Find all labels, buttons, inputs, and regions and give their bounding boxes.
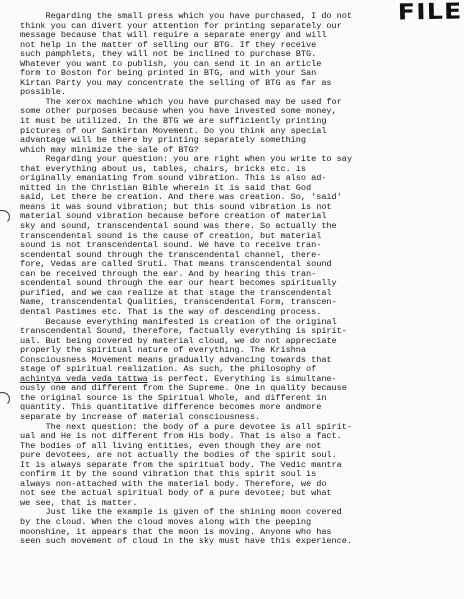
text-line: dental Pastimes etc. That is the way of descending process. xyxy=(20,306,322,317)
text-line: Kirtan Party you may concentrate the selling of BTG as far as xyxy=(20,77,332,88)
text-line: think you can divert your attention for printing separately our xyxy=(20,20,342,31)
text-line: originally emaniating from sound vibration. This is also ad- xyxy=(20,173,327,184)
text-line: the original source is the Spiritual Whole, and different in xyxy=(20,392,327,403)
text-line: fore, Vedas are called Sruti. That means transcendental sound xyxy=(20,259,332,270)
letter-body xyxy=(20,12,452,547)
text-line: scendental sound through the ear our heart becomes spiritually xyxy=(20,278,337,289)
text-line: means it was sound vibration; but this sound vibration is not xyxy=(20,201,332,212)
text-line: not help in the matter of selling our BTG. If they receive xyxy=(20,39,317,50)
text-line: moonshine, it appears that the moon is moving. Anyone who has xyxy=(20,526,332,537)
text-line: that everything about us, tables, chairs, bricks etc. is xyxy=(20,163,306,174)
text-line: it must be utilized. In the BTG we are sufficiently printing xyxy=(20,116,327,127)
text-line: stage of spiritual realization. As such, the philosophy of xyxy=(20,364,317,375)
text-line: by the cloud. When the cloud moves along with the peeping xyxy=(20,516,312,527)
underlined-phrase: achintya veda veda tattwa xyxy=(20,373,148,384)
text-line: transcendental Sound, therefore, factually everything is spirit- xyxy=(20,326,347,337)
file-stamp: FILE xyxy=(397,0,463,26)
text-line: form to Boston for being printed in BTG, and with your San xyxy=(20,68,317,79)
text-line: confirm it by the sound vibration that this spirit soul is xyxy=(20,469,317,480)
text-line: we see, that is matter. xyxy=(20,497,138,508)
text-line: The xerox machine which you have purchased may be used for xyxy=(20,96,342,107)
text-line: seen such movement of cloud in the sky must have this experience. xyxy=(20,536,352,547)
text-line: said, Let there be creation. And there was creation. So, 'said' xyxy=(20,192,342,203)
text-line: not see the actual spiritual body of a pure devotee; but what xyxy=(20,488,332,499)
text-line: message because that will require a separate energy and will xyxy=(20,30,327,41)
punch-hole-mark-icon xyxy=(0,210,10,224)
text-line: ously one and different from the Supreme. One in quality because xyxy=(20,383,347,394)
text-line: ual. But being covered by material cloud, we do not appreciate xyxy=(20,335,337,346)
punch-hole-mark-icon xyxy=(0,392,10,406)
text-line: Whatever you want to publish, you can send it in an article xyxy=(20,58,322,69)
text-line: transcendental sound is the cause of creation, but material xyxy=(20,230,322,241)
text-line: scendental sound through the transcendental channel, there- xyxy=(20,249,322,260)
text-line: sound is not transcendental sound. We have to receive tran- xyxy=(20,240,322,251)
text-line: It is always separate from the spiritual body. The Vedic mantra xyxy=(20,459,342,470)
text-line: can be received through the ear. And by hearing this tran- xyxy=(20,268,317,279)
text-line: some other purposes because when you have invested some money, xyxy=(20,106,337,117)
text-line: possible. xyxy=(20,87,66,98)
text-line: such pamphlets, they will not be inclined to purchase BTG. xyxy=(20,49,317,60)
text-line: achintya veda veda tattwa is perfect. Everything is simultane- xyxy=(20,373,337,384)
text-line: material sound vibration because before creation of material xyxy=(20,211,327,222)
text-line: pure devotees, are not actually the bodies of the spirit soul. xyxy=(20,450,337,461)
text-line: sky and sound, transcendental sound was there. So actually the xyxy=(20,221,337,232)
text-line: always non-attached with the material body. Therefore, we do xyxy=(20,478,327,489)
text-line: pictures of our Sankirtan Movement. Do you think any special xyxy=(20,125,327,136)
text-line: Name, transcendental Qualities, transcendental Form, transcen- xyxy=(20,297,337,308)
text-line: separate by increase of material consciousness. xyxy=(20,411,261,422)
text-line: Consciousness Movement means gradually advancing towards that xyxy=(20,354,332,365)
text-line: Just like the example is given of the shining moon covered xyxy=(20,507,342,518)
text-line: purified, and we can realize at that stage the transcendental xyxy=(20,287,332,298)
text-line: which may minimize the sale of BTG? xyxy=(20,144,199,155)
text-line: advantage will be there by printing separately something xyxy=(20,135,306,146)
text-line: Because everything manifested is creation of the original xyxy=(20,316,337,327)
text-line: properly the spiritual nature of everything. The Krishna xyxy=(20,345,306,356)
text-line: quantity. This quantitative difference becomes more andmore xyxy=(20,402,322,413)
text-line: ual and He is not different from His body. That is also a fact. xyxy=(20,431,342,442)
text-line: Regarding your question: you are right when you write to say xyxy=(20,154,352,165)
text-line: The bodies of all living entities, even though they are not xyxy=(20,440,322,451)
text-line: Regarding the small press which you have purchased, I do not xyxy=(20,11,352,21)
text-line: The next question: the body of a pure devotee is all spirit- xyxy=(20,421,352,432)
text-line: mitted in the Christian Bible wherein it is said that God xyxy=(20,182,312,193)
